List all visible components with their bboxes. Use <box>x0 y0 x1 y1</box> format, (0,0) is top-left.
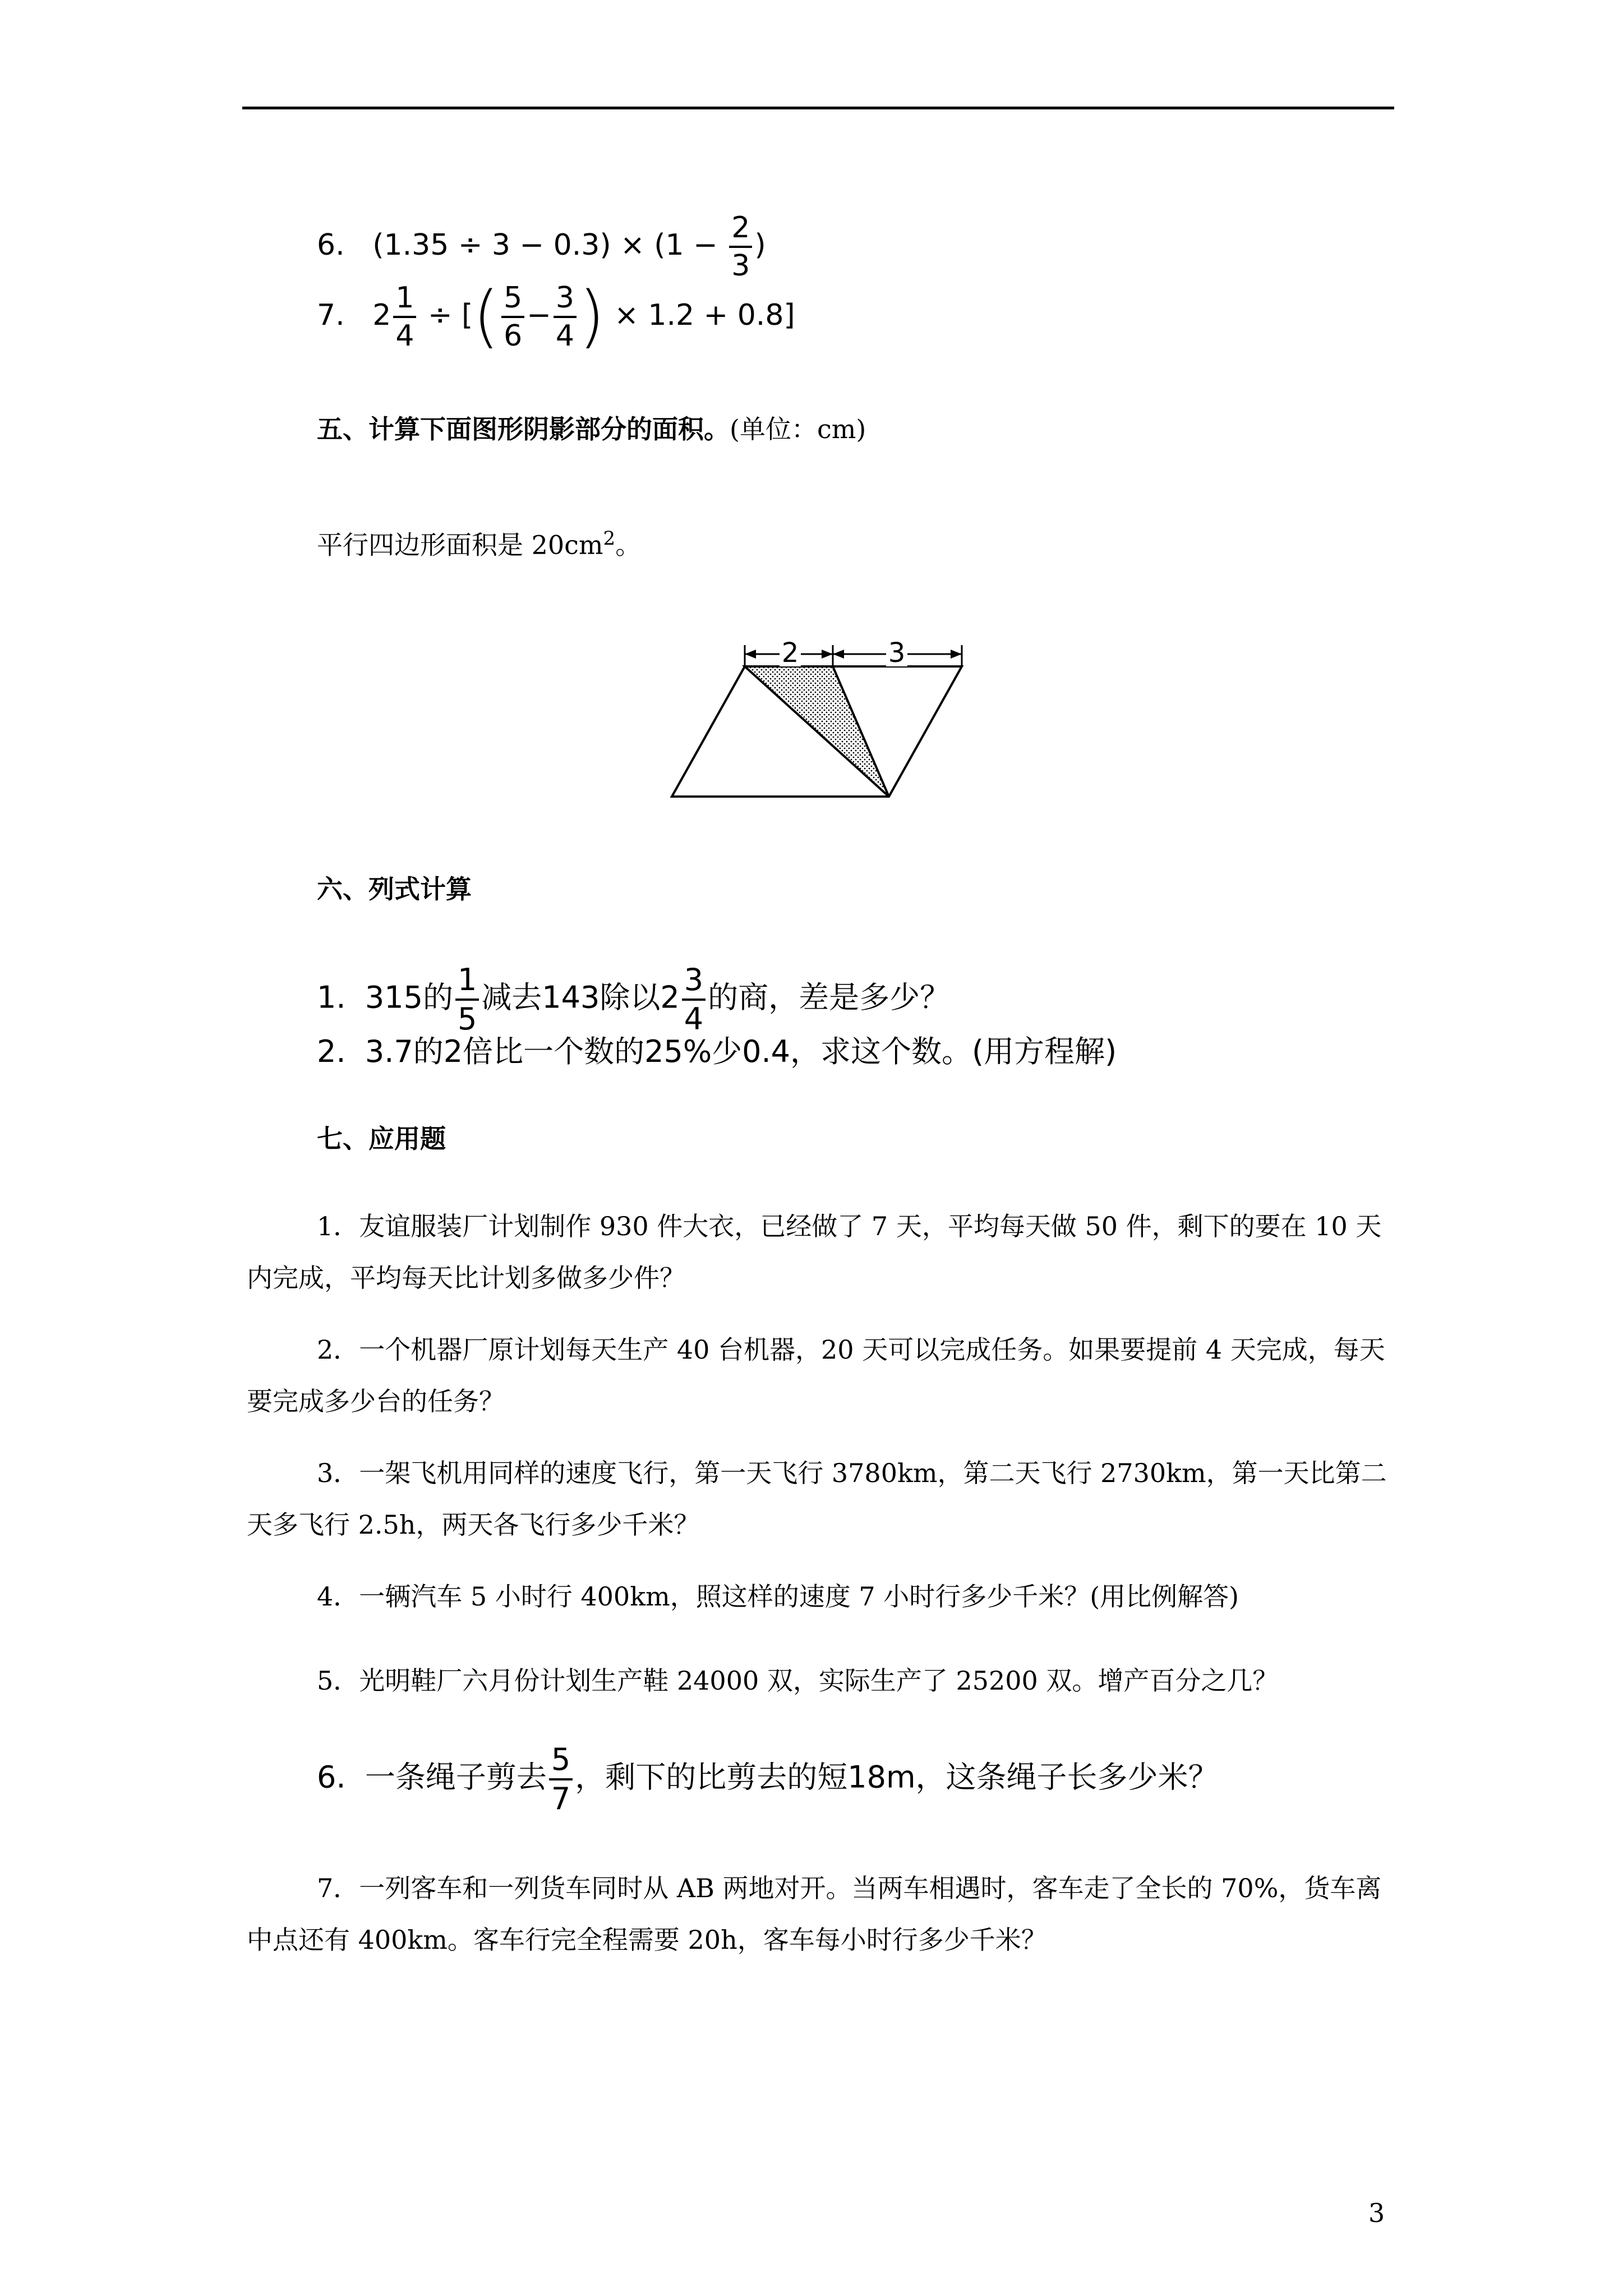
q7-whole: 2 <box>372 298 391 332</box>
given-suffix: 。 <box>615 530 642 560</box>
q7-f2-num: 3 <box>554 283 577 318</box>
shaded-triangle <box>745 666 889 797</box>
s6-q1-frac2 <box>682 962 706 1037</box>
s6-q1-b: 减去143除以2 <box>481 979 680 1015</box>
page-number: 3 <box>1368 2198 1385 2228</box>
q6-frac-num: 2 <box>729 213 752 248</box>
s6-q1-f-num: 1 <box>455 965 479 1001</box>
s7-q4: 4．一辆汽车 5 小时行 400km，照这样的速度 7 小时行多少千米？(用比例解答) <box>317 1581 1239 1612</box>
arrow-2 <box>822 650 833 659</box>
q6-fraction <box>729 211 752 283</box>
given-prefix: 平行四边形面积是 20cm <box>317 530 603 560</box>
label-left: 2 <box>781 637 799 669</box>
q7-open-paren: ( <box>473 278 500 356</box>
s6-q1-a: 315的 <box>365 979 453 1015</box>
q7-mixed-frac <box>393 283 416 351</box>
arrow-1 <box>745 650 756 659</box>
section5-given <box>317 522 641 562</box>
s7-q1: 1．友谊服装厂计划制作 930 件大衣，已经做了 7 天，平均每天做 50 件，剩下的要在 10 天内完成，平均每天比计划多做多少件？ <box>247 1211 1382 1293</box>
s6-q2 <box>317 1032 1117 1071</box>
q7-frac1 <box>501 283 524 351</box>
section5-heading <box>317 412 866 446</box>
q6-prefix: (1.35 ÷ 3 − 0.3) × (1 − <box>372 228 718 262</box>
s6-q1-frac1 <box>455 962 479 1037</box>
q7-f1-num: 5 <box>501 283 524 318</box>
q6-number: 6. <box>317 228 345 262</box>
s6-q1-g-num: 3 <box>682 965 706 1001</box>
q7-f2-den: 4 <box>555 319 574 353</box>
s7-q6-b: ，剩下的比剪去的短18m，这条绳子长多少米？ <box>575 1759 1219 1795</box>
s7-q6 <box>317 1742 1219 1816</box>
expr-q7 <box>317 278 795 356</box>
given-sup: 2 <box>603 527 616 550</box>
s7-q7: 7．一列客车和一列货车同时从 AB 两地对开。当两车相遇时，客车走了全长的 70%，货车离中点还有 400km。客车行完全程需要 20h，客车每小时行多少千米？ <box>247 1873 1382 1955</box>
expr-q6 <box>317 211 766 283</box>
s7-q3: 3．一架飞机用同样的速度飞行，第一天飞行 3780km，第二天飞行 2730km，第一天比第二天多飞行 2.5h，两天各飞行多少千米？ <box>247 1458 1387 1540</box>
s7-q6-frac <box>549 1742 573 1816</box>
s7-q2: 2．一个机器厂原计划每天生产 40 台机器，20 天可以完成任务。如果要提前 4 天完成，每天要完成多少台的任务？ <box>247 1335 1385 1416</box>
arrow-4 <box>951 650 962 659</box>
q7-close-paren: ) <box>578 278 605 356</box>
s6-q1-no: 1. <box>317 979 346 1015</box>
q6-frac-den: 3 <box>731 249 750 283</box>
q7-f1-den: 6 <box>504 319 523 353</box>
q7-frac2 <box>554 283 577 351</box>
s6-q2-no: 2. <box>317 1034 346 1069</box>
q7-mixed-den: 4 <box>395 319 414 353</box>
s7-q6-f-den: 7 <box>551 1781 571 1816</box>
q7-minus: − <box>527 298 551 332</box>
arrow-3 <box>833 650 844 659</box>
parallelogram-figure <box>662 628 976 813</box>
s7-q6-no: 6. <box>317 1759 346 1795</box>
s6-q1-f-den: 5 <box>457 1001 477 1037</box>
s6-q1-c: 的商，差是多少？ <box>708 979 951 1015</box>
q7-div: ÷ [ <box>427 298 473 332</box>
s7-q5: 5．光明鞋厂六月份计划生产鞋 24000 双，实际生产了 25200 双。增产百分之几？ <box>317 1665 1279 1696</box>
s7-q6-a: 一条绳子剪去 <box>365 1759 547 1795</box>
section6-title: 六、列式计算 <box>317 874 472 904</box>
q6-suffix: ) <box>754 228 766 262</box>
s7-q6-f-num: 5 <box>549 1745 573 1780</box>
s6-q2-text: 3.7的2倍比一个数的25%少0.4，求这个数。(用方程解) <box>365 1034 1117 1069</box>
section5-title: 五、计算下面图形阴影部分的面积。 <box>317 414 730 444</box>
s6-q1-g-den: 4 <box>684 1001 704 1037</box>
section5-unit: (单位：cm) <box>730 414 866 444</box>
q7-number: 7. <box>317 298 345 332</box>
q7-mixed-num: 1 <box>393 283 416 318</box>
header-rule <box>242 107 1394 109</box>
s6-q1 <box>317 962 951 1037</box>
section7-title: 七、应用题 <box>317 1124 446 1154</box>
label-right: 3 <box>888 637 906 669</box>
q7-tail: × 1.2 + 0.8] <box>614 298 795 332</box>
